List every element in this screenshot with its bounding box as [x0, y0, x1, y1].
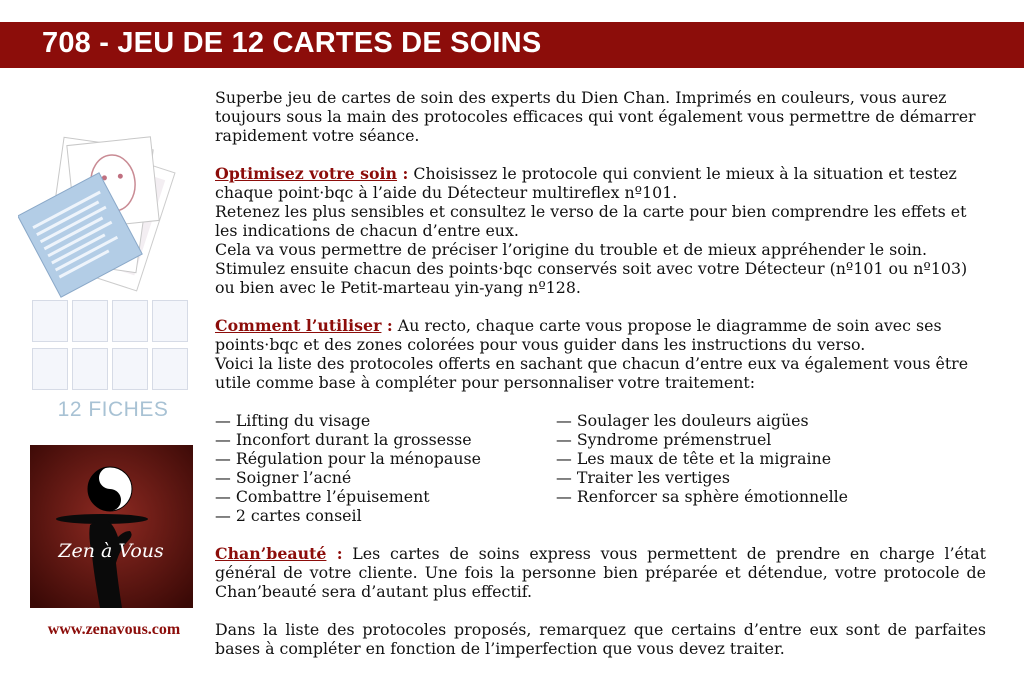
card-thumbnail	[32, 300, 68, 342]
protocol-item: — Traiter les vertiges	[556, 468, 730, 487]
optimise-heading: Optimisez votre soin	[215, 164, 398, 183]
usage-colon: :	[381, 316, 393, 335]
optimise-line3: Cela va vous permettre de préciser l’origine du trouble et de mieux appréhender le soin.	[215, 240, 927, 259]
protocol-item: — Les maux de tête et la migraine	[556, 449, 832, 468]
card-thumbnail	[112, 300, 148, 342]
main-content	[215, 88, 986, 658]
beaute-paragraph	[215, 544, 986, 601]
title-banner	[0, 22, 1024, 68]
beaute-text: Les cartes de soins express vous permettent de prendre en charge l’état général de votre cliente. Une fois la personne bien préparée et détendue, votre protocole de Chan’beauté sera d’autant plus effectif.	[215, 544, 986, 601]
usage-paragraph	[215, 316, 986, 354]
usage-line1: Au recto, chaque carte vous propose le diagramme de soin avec ses points·bqc et des zones colorées pour vous guider dans les instructions du verso.	[215, 316, 942, 354]
protocol-column-left	[215, 411, 556, 525]
fiches-label: 12 FICHES	[57, 398, 169, 421]
cards-photo	[18, 123, 198, 303]
optimise-colon: :	[397, 164, 409, 183]
logo-text: Zen à Vous	[58, 540, 164, 562]
card-thumbnail	[72, 300, 108, 342]
sidebar	[0, 68, 205, 683]
protocol-item: — Lifting du visage	[215, 411, 371, 430]
protocol-column-right	[556, 411, 986, 525]
page-title: 708 - JEU DE 12 CARTES DE SOINS	[42, 27, 542, 59]
protocol-item: — Syndrome prémenstruel	[556, 430, 772, 449]
beaute-heading: Chan’beauté	[215, 544, 327, 563]
card-thumbnail	[112, 348, 148, 390]
protocol-list	[215, 411, 986, 525]
card-thumbnail	[152, 348, 188, 390]
protocol-item: — Régulation pour la ménopause	[215, 449, 481, 468]
protocol-item: — Combattre l’épuisement	[215, 487, 430, 506]
card-thumbnail	[72, 348, 108, 390]
zen-a-vous-logo	[30, 445, 193, 608]
protocol-item: — Inconfort durant la grossesse	[215, 430, 472, 449]
optimise-paragraph	[215, 164, 986, 202]
intro-paragraph: Superbe jeu de cartes de soin des experts du Dien Chan. Imprimés en couleurs, vous aurez toujours sous la main des protocoles efficaces qui vont également vous permettre de démarrer rapidement votre séance.	[215, 88, 976, 145]
card-thumbnail	[152, 300, 188, 342]
protocol-item: — Soulager les douleurs aigües	[556, 411, 809, 430]
website-link[interactable]: www.zenavous.com	[47, 621, 181, 638]
usage-heading: Comment l’utiliser	[215, 316, 382, 335]
card-thumbnail	[32, 348, 68, 390]
optimise-line4: Stimulez ensuite chacun des points·bqc conservés soit avec votre Détecteur (nº101 ou nº103) ou bien avec le Petit-marteau yin-yang nº128.	[215, 259, 968, 297]
protocol-item: — 2 cartes conseil	[215, 506, 362, 525]
usage-line2: Voici la liste des protocoles offerts en sachant que chacun d’entre eux va également vous être utile comme base à compléter pour personnaliser votre traitement:	[215, 354, 969, 392]
optimise-line2: Retenez les plus sensibles et consultez le verso de la carte pour bien comprendre les effets et les indications de chacun d’entre eux.	[215, 202, 967, 240]
closing-paragraph: Dans la liste des protocoles proposés, remarquez que certains d’entre eux sont de parfaites bases à compléter en fonction de l’imperfection que vous devez traiter.	[215, 620, 986, 658]
protocol-item: — Soigner l’acné	[215, 468, 352, 487]
optimise-line1: Choisissez le protocole qui convient le mieux à la situation et testez chaque point·bqc à l’aide du Détecteur multireflex nº101.	[215, 164, 957, 202]
beaute-colon: :	[326, 544, 343, 563]
protocol-item: — Renforcer sa sphère émotionnelle	[556, 487, 849, 506]
